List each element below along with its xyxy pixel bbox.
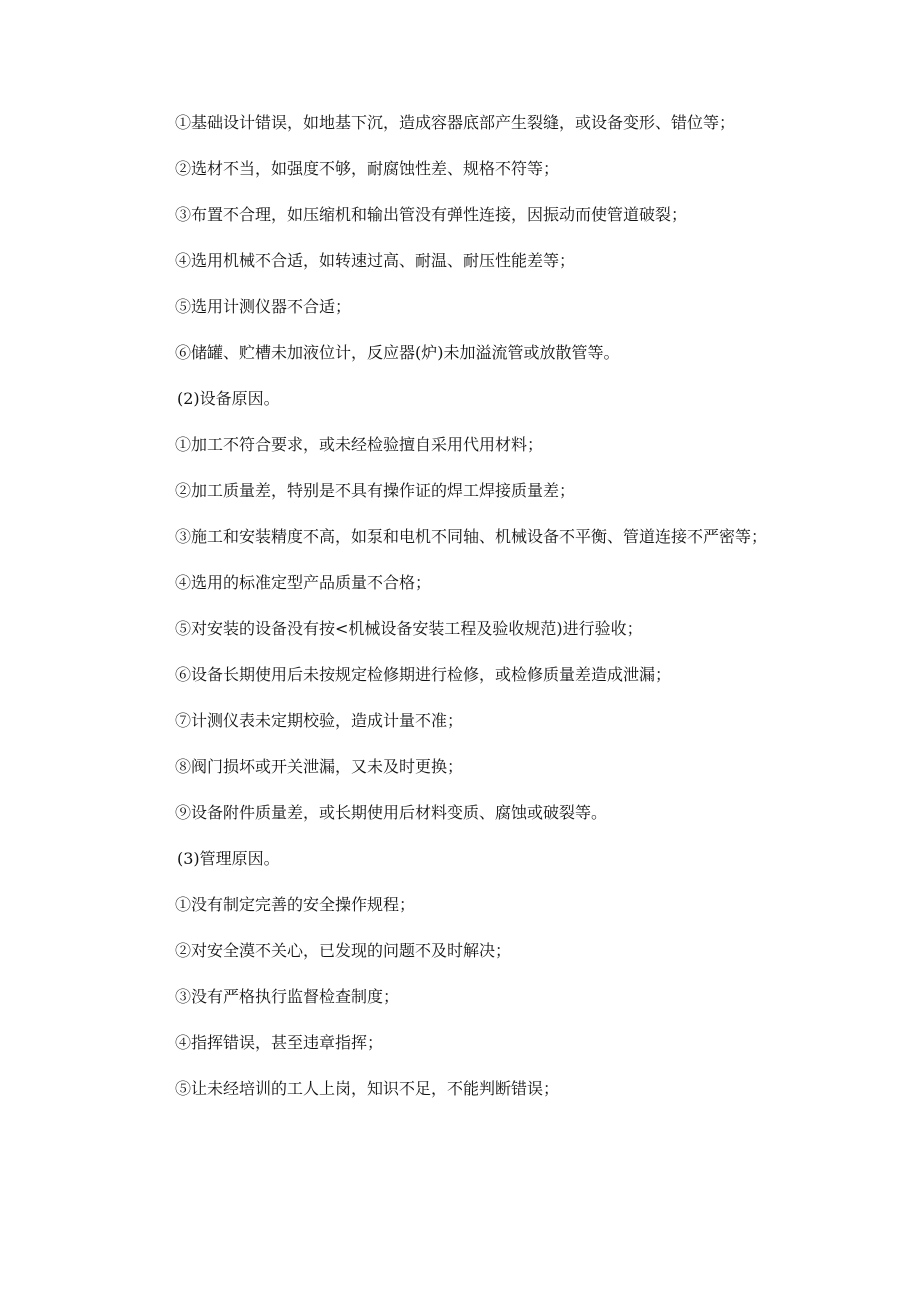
paragraph-equipment-standard-products: ④选用的标准定型产品质量不合格； xyxy=(175,573,432,592)
paragraph-equipment-maintenance: ⑥设备长期使用后未按规定检修期进行检修，或检修质量差造成泄漏； xyxy=(175,665,672,684)
paragraph-management-training: ⑤让未经培训的工人上岗，知识不足，不能判断错误； xyxy=(175,1079,560,1098)
paragraph-design-tanks: ⑥储罐、贮槽未加液位计，反应器(炉)未加溢流管或放散管等。 xyxy=(175,343,620,362)
section-heading-management: (3)管理原因。 xyxy=(177,849,280,868)
paragraph-design-material: ②选材不当，如强度不够，耐腐蚀性差、规格不符等； xyxy=(175,159,560,178)
paragraph-design-foundation: ①基础设计错误，如地基下沉，造成容器底部产生裂缝，或设备变形、错位等； xyxy=(175,113,736,132)
paragraph-equipment-accessories: ⑨设备附件质量差，或长期使用后材料变质、腐蚀或破裂等。 xyxy=(175,803,608,822)
paragraph-equipment-calibration: ⑦计测仪表未定期校验，造成计量不准； xyxy=(175,711,464,730)
paragraph-equipment-valves: ⑧阀门损坏或开关泄漏，又未及时更换； xyxy=(175,757,464,776)
paragraph-equipment-processing: ①加工不符合要求，或未经检验擅自采用代用材料； xyxy=(175,435,544,454)
paragraph-management-supervision: ③没有严格执行监督检查制度； xyxy=(175,987,400,1006)
paragraph-equipment-welding: ②加工质量差，特别是不具有操作证的焊工焊接质量差； xyxy=(175,481,576,500)
section-heading-equipment: (2)设备原因。 xyxy=(177,389,280,408)
paragraph-design-machinery: ④选用机械不合适，如转速过高、耐温、耐压性能差等； xyxy=(175,251,576,270)
paragraph-management-procedures: ①没有制定完善的安全操作规程； xyxy=(175,895,416,914)
paragraph-equipment-installation: ③施工和安装精度不高，如泵和电机不同轴、机械设备不平衡、管道连接不严密等； xyxy=(175,527,768,546)
document-body xyxy=(141,110,786,1122)
paragraph-equipment-acceptance: ⑤对安装的设备没有按<机械设备安装工程及验收规范)进行验收； xyxy=(175,619,643,638)
paragraph-design-layout: ③布置不合理，如压缩机和输出管没有弹性连接，因振动而使管道破裂； xyxy=(175,205,688,224)
paragraph-management-command: ④指挥错误，甚至违章指挥； xyxy=(175,1033,384,1052)
paragraph-management-indifference: ②对安全漠不关心，已发现的问题不及时解决； xyxy=(175,941,512,960)
paragraph-design-instruments: ⑤选用计测仪器不合适； xyxy=(175,297,352,316)
